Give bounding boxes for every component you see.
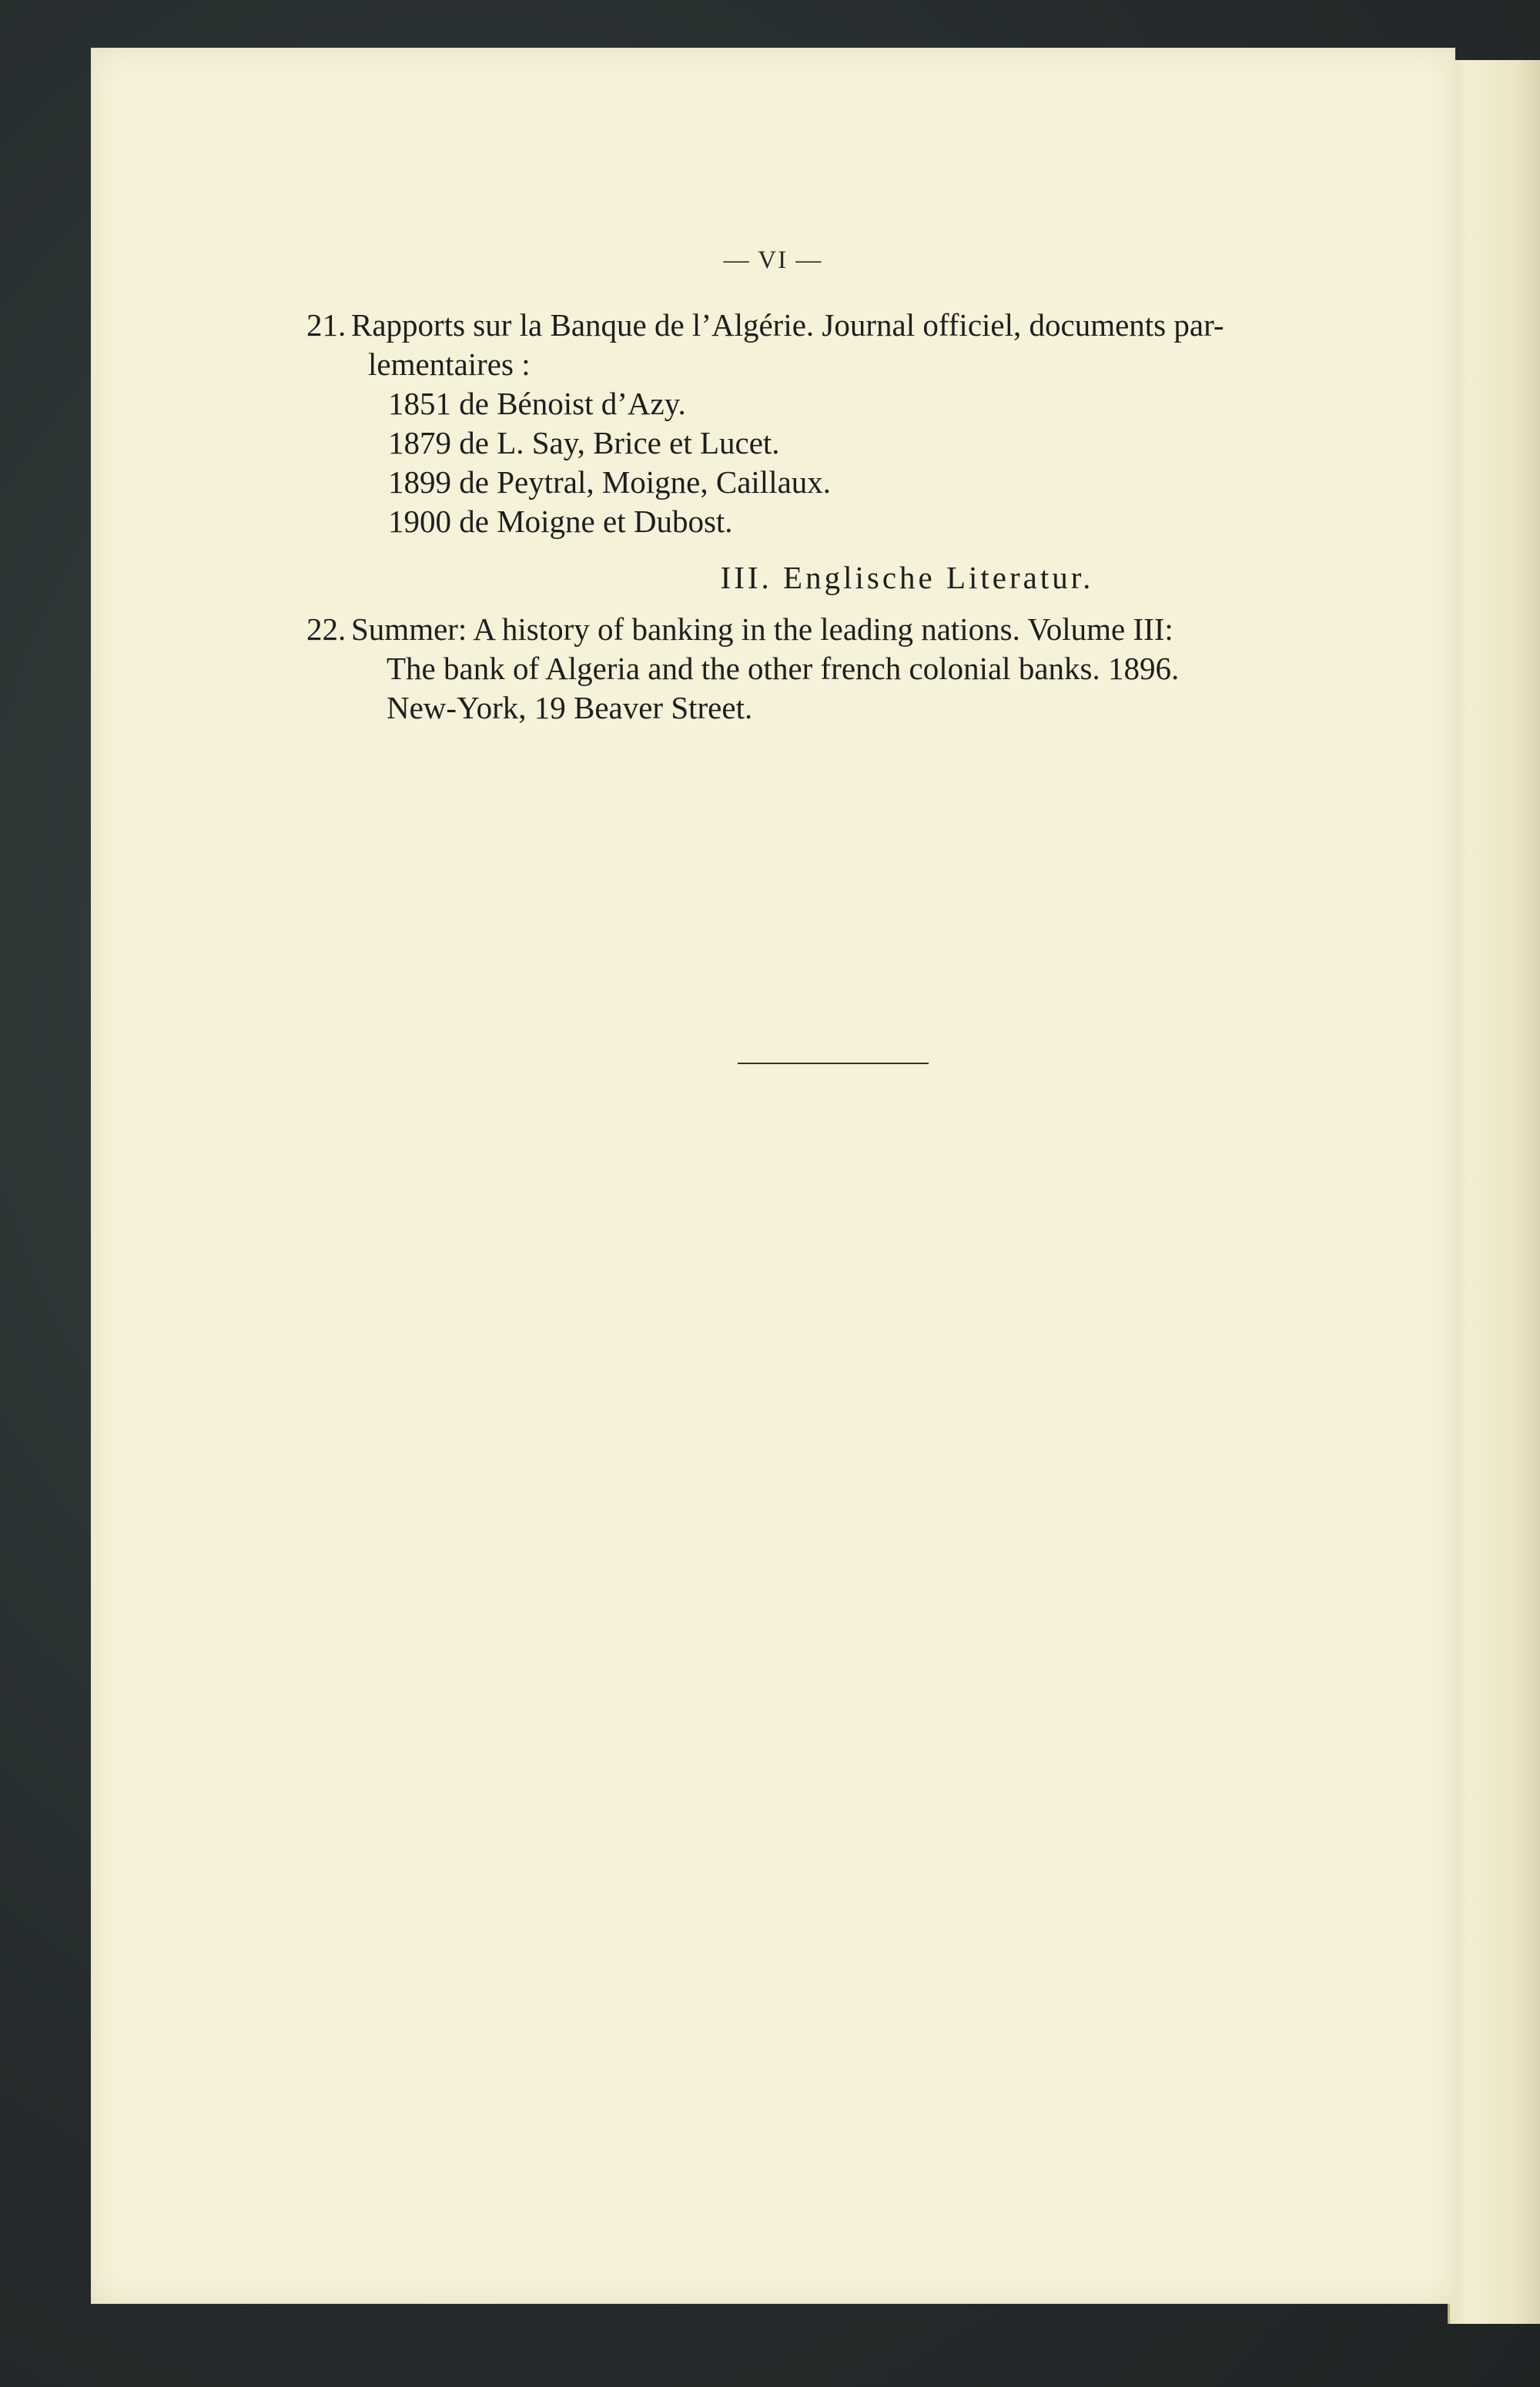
report-item: 1899 de Peytral, Moigne, Caillaux. (388, 464, 832, 500)
report-list (351, 384, 1454, 541)
bibliography-text (306, 306, 1454, 728)
bibliography-entry-22 (306, 610, 1454, 728)
entry-line: The bank of Algeria and the other french colonial banks. 1896. (387, 651, 1180, 686)
entry-number: 22. (306, 611, 346, 647)
facing-page-edge (1448, 60, 1540, 2324)
bibliography-entry-21 (306, 306, 1454, 541)
report-item: 1879 de L. Say, Brice et Lucet. (388, 425, 780, 460)
section-heading: III. Englische Literatur. (720, 560, 1094, 595)
entry-line: Rapports sur la Banque de l’Algérie. Journal officiel, documents par- (351, 307, 1224, 343)
entry-line: lementaires : (368, 346, 531, 382)
entry-line: Summer: A history of banking in the leading nations. Volume III: (351, 611, 1173, 647)
entry-line: New-York, 19 Beaver Street. (387, 690, 753, 725)
page-number: — VI — (723, 246, 823, 274)
entry-number: 21. (306, 307, 346, 343)
document-page (91, 48, 1455, 2304)
report-item: 1900 de Moigne et Dubost. (388, 504, 733, 539)
report-item: 1851 de Bénoist d’Azy. (388, 386, 686, 421)
closing-rule (738, 1063, 929, 1064)
